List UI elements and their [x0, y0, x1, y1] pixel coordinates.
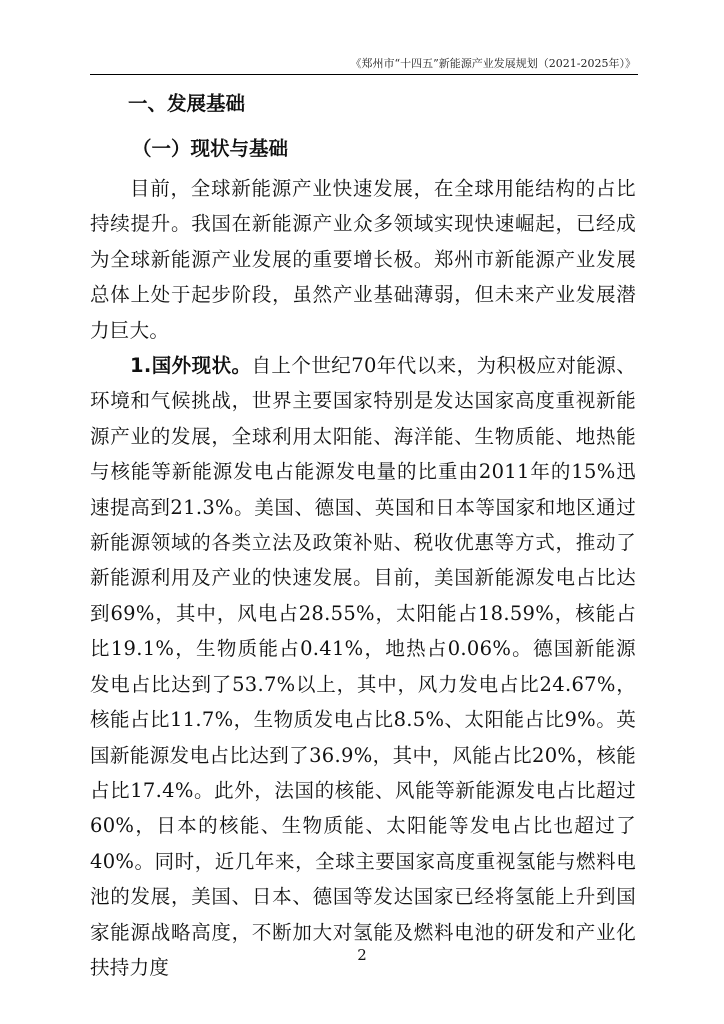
- header-rule: [90, 74, 638, 75]
- page-number: 2: [357, 946, 367, 964]
- page-body: [90, 88, 636, 985]
- paragraph-body-text: 自上个世纪70年代以来，为积极应对能源、环境和气候挑战，世界主要国家特别是发达国家高度重视新能源产业的发展，全球利用太阳能、海洋能、生物质能、地热能与核能等新能源发电占能源发电量的比重由2011年的15%迅速提高到21.3%。美国、德国、英国和日本等国家和地区通过新能源领域的各类立法及政策补贴、税收优惠等方式，推动了新能源利用及产业的快速发展。目前，美国新能源发电占比达到69%，其中，风电占28.55%，太阳能占18.59%，核能占比19.1%，生物质能占0.41%，地热占0.06%。德国新能源发电占比达到了53.7%以上，其中，风力发电占比24.67%，核能占比11.7%，生物质发电占比8.5%、太阳能占比9%。英国新能源发电占比达到了36.9%，其中，风能占比20%，核能占比17.4%。此外，法国的核能、风能等新能源发电占比超过60%，日本的核能、生物质能、太阳能等发电占比也超过了40%。同时，近几年来，全球主要国家高度重视氢能与燃料电池的发展，美国、日本、德国等发达国家已经将氢能上升到国家能源战略高度，不断加大对氢能及燃料电池的研发和产业化扶持力度: [90, 354, 636, 979]
- section-heading: 一、发展基础: [128, 92, 246, 115]
- paragraph-lead-heading: 1.国外现状。: [130, 354, 252, 378]
- foreign-status-paragraph: [90, 348, 636, 985]
- intro-paragraph: 目前，全球新能源产业快速发展，在全球用能结构的占比持续提升。我国在新能源产业众多领域实现快速崛起，已经成为全球新能源产业发展的重要增长极。郑州市新能源产业发展总体上处于起步阶段，虽然产业基础薄弱，但未来产业发展潜力巨大。: [90, 177, 636, 342]
- running-header: 《郑州市“十四五”新能源产业发展规划（2021-2025年）》: [350, 57, 636, 70]
- subsection-heading: （一）现状与基础: [132, 137, 289, 160]
